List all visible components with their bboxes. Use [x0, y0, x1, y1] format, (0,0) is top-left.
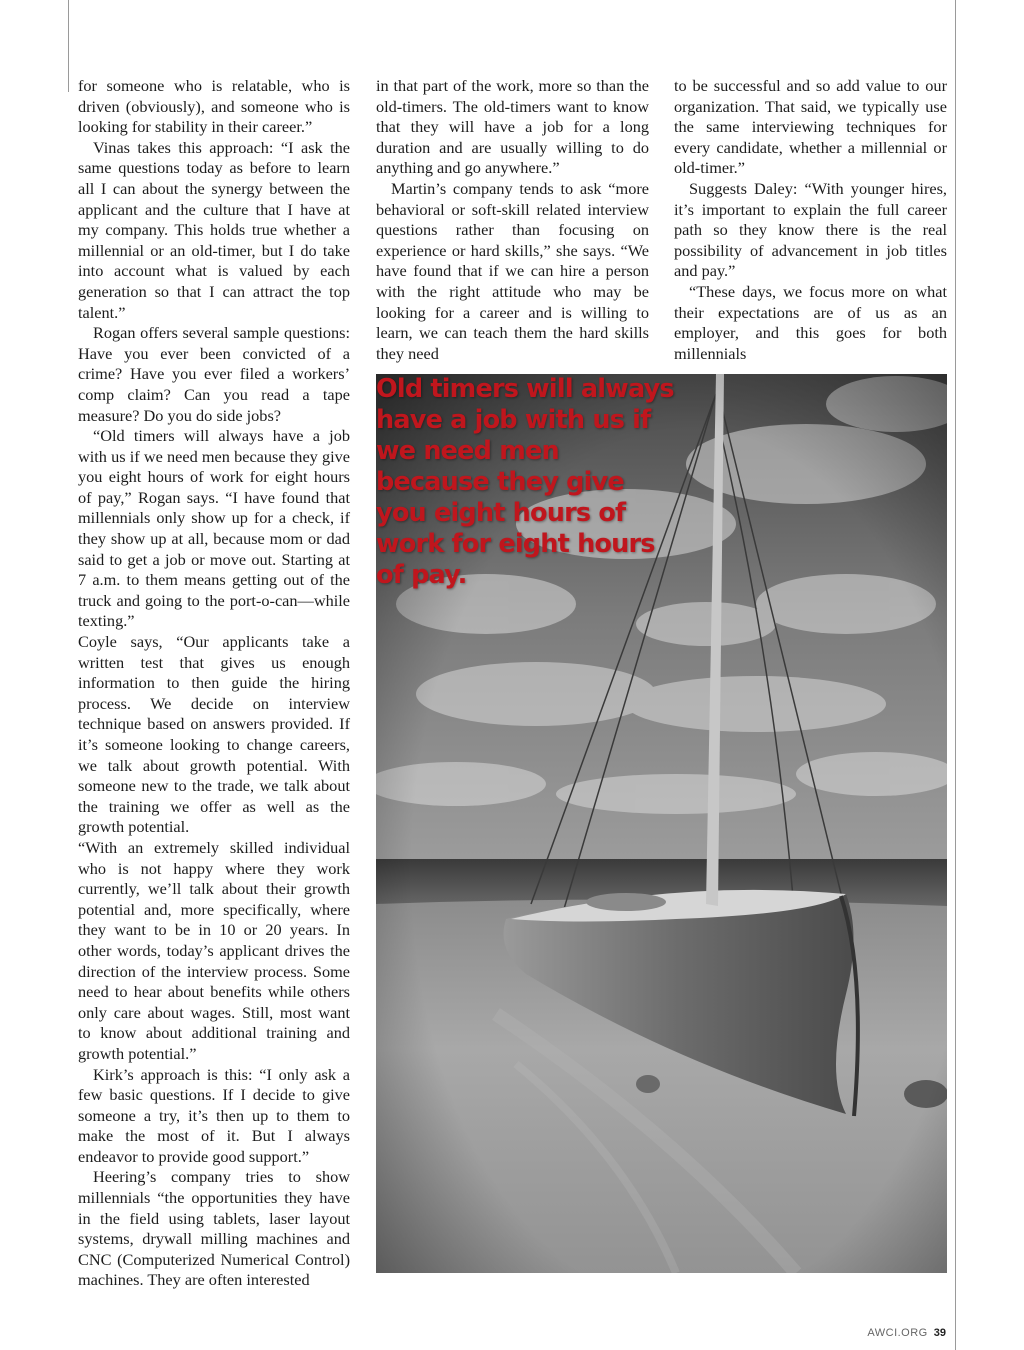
text-column-2 [376, 76, 649, 364]
footer-site: AWCI.ORG [867, 1327, 928, 1339]
paragraph: Martin’s company tends to ask “more behavioral or soft-skill related interview questions rather than focusing on experience or hard skills,” she says. “We have found that if we can hire a person with the right attitude who may be looking for a career and is willing to learn, we can teach them the hard skills they need [376, 178, 649, 363]
paragraph: “With an extremely skilled individual who is not happy where they work currently, we’ll talk about their growth potential and, more specifically, where they want to be in 10 or 20 years. In other words, today’s applicant drives the direction of the interview process. Some need to hear about benefits while others only care about wages. Still, most want to know about additional training and growth potential.” [78, 837, 350, 1063]
sailboat-photo [376, 374, 947, 1273]
paragraph: Rogan offers several sample questions: Have you ever been convicted of a crime? Have you ever filed a workers’ comp claim? Can you read a tape measure? Do you do side jobs? [78, 323, 350, 425]
right-margin-rule [955, 0, 956, 1350]
paragraph: in that part of the work, more so than the old-timers. The old-timers want to know that they will have a job for a long duration and are usually willing to do anything and go anywhere.” [376, 76, 649, 178]
paragraph: Coyle says, “Our applicants take a written test that gives us enough information to then guide the hiring process. We decide on interview technique based on answers provided. If it’s someone looking to change careers, we talk about growth potential. With someone new to the trade, we talk about the training we offer as well as the growth potential. [78, 632, 350, 837]
paragraph: “These days, we focus more on what their expectations are of us as an employer, and this goes for both millennials [674, 281, 947, 363]
paragraph: Heering’s company tries to show millennials “the opportunities they have in the field using tablets, laser layout systems, drywall milling machines and CNC (Computerized Numerical Control) machines. They are often interested [78, 1167, 350, 1290]
left-margin-rule [68, 0, 69, 92]
text-column-3 [674, 76, 947, 364]
paragraph: to be successful and so add value to our organization. That said, we typically use the same interviewing techniques for every candidate, whether a millennial or old-timer.” [674, 76, 947, 178]
pull-quote: Old timers will always have a job with us if we need men because they give you eight hours of work for eight hours of pay. [376, 374, 674, 590]
text-column-1 [78, 76, 350, 1291]
paragraph: for someone who is relatable, who is driven (obviously), and someone who is looking for stability in their career.” [78, 76, 350, 137]
paragraph: Suggests Daley: “With younger hires, it’s important to explain the full career path so they know there is the real possibility of advancement in job titles and pay.” [674, 178, 947, 281]
page-number: 39 [933, 1327, 946, 1339]
paragraph: Kirk’s approach is this: “I only ask a few basic questions. If I decide to give someone a try, it’s then up to them to make the most of it. But I always endeavor to provide good support.” [78, 1064, 350, 1166]
page-footer [867, 1327, 946, 1339]
paragraph: Vinas takes this approach: “I ask the same questions today as before to learn all I can about the synergy between the applicant and the culture that I have at my company. This holds true whether a millennial or an old-timer, but I do take into account what is valued by each generation so that I can attract the top talent.” [78, 137, 350, 322]
paragraph: “Old timers will always have a job with us if we need men because they give you eight hours of work for eight hours of pay,” Rogan says. “I have found that millennials only show up for a check, if they show up at all, because mom or dad said to get a job or move out. Starting at 7 a.m. to them means getting out of the truck and going to the port-o-can—while texting.” [78, 426, 350, 631]
